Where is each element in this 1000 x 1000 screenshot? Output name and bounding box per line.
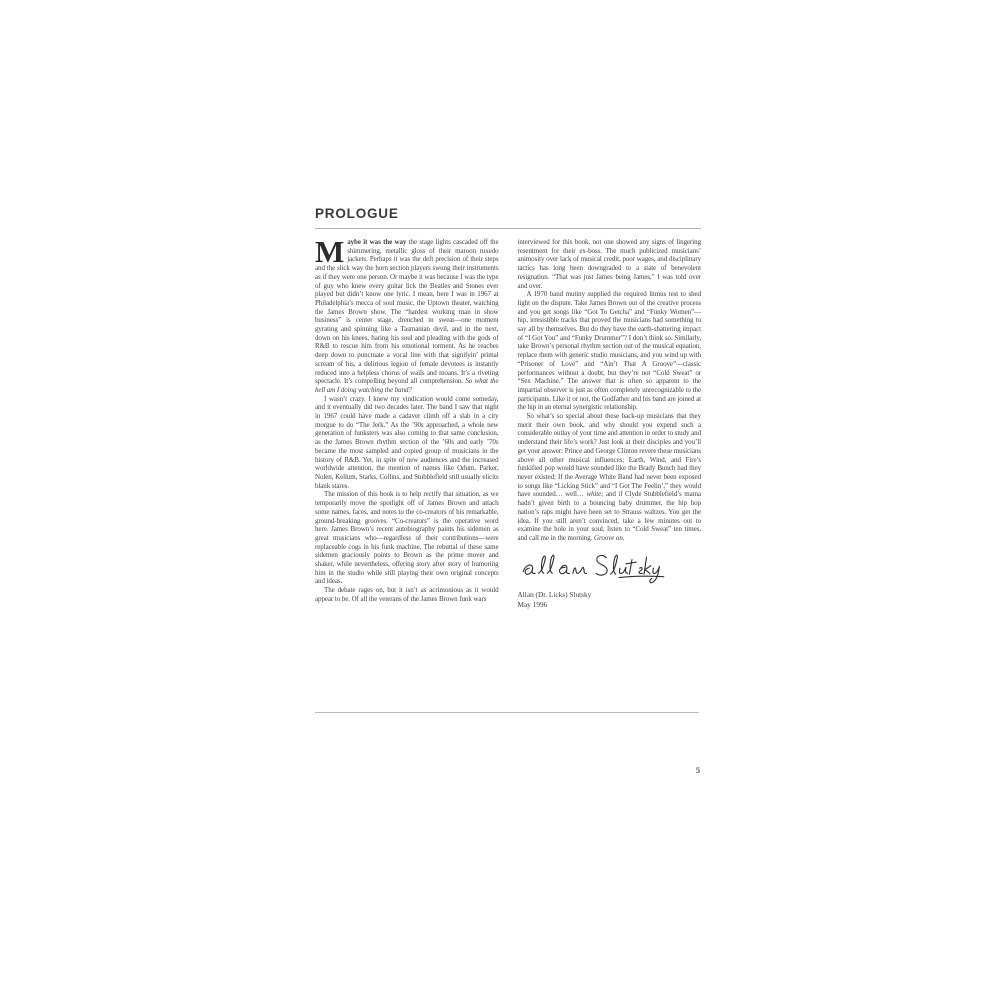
footer-rule — [315, 712, 699, 713]
page-number: 5 — [695, 765, 701, 775]
paragraph: A 1970 band mutiny supplied the required litmus test to shed light on the dispute. Take James Brown out of the creative process and you get songs like “Got To Getcha” and “Funky Women”—hip, irresistible tracks that proved the musicians had something to say all by themselves. But do they have the earth-shattering impact of “I Got You” and “Funky Drummer”? I don’t think so. Similarly, take Brown’s personal rhythm section out of the musical equation, replace them with generic studio musicians, and you wind up with “Prisoner of Love” and “Ain’t That A Groove”—classic performances without a doubt, but they’re not “Cold Sweat” or “Sex Machine.” The answer that is often so apparent to the impartial observer is just as often completely unrecognizable to the participants. Like it or not, the Godfather and his band are joined at the hip in an eternal synergistic relationship. — [517, 290, 701, 412]
paragraph: The mission of this book is to help rectify that situation, as we temporarily move the spotlight off of James Brown and attach some names, faces, and notes to the co-creators of his remarkable, ground-breaking grooves. “Co-creators” is the operative word here. James Brown’s recent autobiography paints his sidemen as great musicians who—regardless of their contributions—were replaceable cogs in his funk machine. The rebuttal of these same sidemen graciously points to Brown as the prime mover and shaker, while nevertheless, offering story after story of humoring him in the studio while still playing their own original concepts and ideas. — [315, 490, 499, 586]
bold-lead-in: aybe it was the way — [347, 238, 407, 246]
paragraph-opening — [315, 234, 499, 395]
text-column-left — [315, 234, 499, 610]
paragraph: I wasn’t crazy. I knew my vindication would come someday, and it eventually did two decades later. The band I saw that night in 1967 could have made a cadaver climb off a slab in a city morgue to do “The Jerk.” As the ’90s approached, a whole new generation of funksters was also coming to that same conclusion, as the James Brown rhythm section of the ’60s and early ’70s became the most sampled and copied group of musicians in the history of R&B. Yet, in spite of new audiences and the increased worldwide attention, the mention of names like Odum, Parker, Nolen, Kellum, Starks, Collins, and Stubblefield still usually elicits blank stares. — [315, 394, 499, 490]
italic-word: white; — [586, 490, 604, 499]
date-line: May 1996 — [517, 599, 548, 609]
two-column-layout — [315, 234, 701, 610]
italic-phrase: So what the hell am I doing watching the band? — [315, 377, 499, 394]
author-byline: Allan (Dr. Licks) Slutsky — [517, 589, 592, 599]
text-column-right — [518, 238, 702, 610]
paragraph-text: the stage lights cascaded off the shimmering, metallic gloss of their maroon tuxedo jackets. Perhaps it was the deft precision of their steps and the slick way the horn section players swung their instruments as if they were one person. Or maybe it was because I was the type of guy who knew every guitar lick the Beatles and Stones ever played but didn’t know one lyric. I mean, here I was in 1967 at Philadelphia’s mecca of soul music, the Uptown theater, watching the James Brown show. The “hardest working man in show business” is center stage, drenched in sweat—one moment gyrating and spinning like a Tasmanian devil, and in the next, down on his knees, baring his soul and pleading with the gods of R&B to rescue him from his emotional torment. As he reaches deep down to punctuate a vocal line with that signifyin’ primal scream of his, a delirious legion of female devotees is instantly reduced into a helpless chorus of wails and moans. It’s a riveting spectacle. It’s compelling beyond all comprehension. — [315, 238, 499, 386]
page-title: PROLOGUE — [315, 206, 399, 221]
heading-rule — [315, 228, 701, 229]
paragraph-text: So what’s so special about these back-up musicians that they merit their own book, and why should you expend such a considerable outlay of your time and attention in order to study and understand their life’s work? Just look at their disciples and you’ll get your answer: Prince and George Clinton revere these musicians above all other musical influences; Earth, Wind, and Fire’s funkified pop would have sounded like the Brady Bunch had they never existed; If the Average White Band had never been exposed to songs like “Licking Stick” and “I Got The Feelin’,” they would have sounded… well… — [517, 412, 701, 499]
paragraph-closing — [518, 412, 702, 543]
italic-signoff: Groove on. — [594, 533, 625, 542]
handwritten-signature — [518, 550, 702, 588]
paragraph-text: and if Clyde Stubblefield’s mama hadn’t given birth to a bouncing baby drummer, the hip hop nation’s raps might have been set to Strauss waltzes. You get the idea. If you still aren’t convinced, take a few minutes out to examine the hole in your soul, listen to “Cold Sweat” ten times, and call me in the morning. — [517, 490, 701, 542]
text-block — [315, 205, 701, 610]
drop-cap: M — [315, 234, 345, 269]
signature-allan-slutsky-glyph — [518, 550, 668, 588]
paragraph: The debate rages on, but it isn’t as acrimonious as it would appear to be. Of all the veterans of the James Brown funk wars — [315, 586, 499, 603]
paragraph-continuation: interviewed for this book, not one showed any signs of lingering resentment for their ex-boss. The much publicized musicians’ animosity over lack of musical credit, poor wages, and disciplinary tactics has long been downgraded to a state of benevolent resignation. “That was just James being James,” I was told over and over. — [517, 238, 701, 290]
